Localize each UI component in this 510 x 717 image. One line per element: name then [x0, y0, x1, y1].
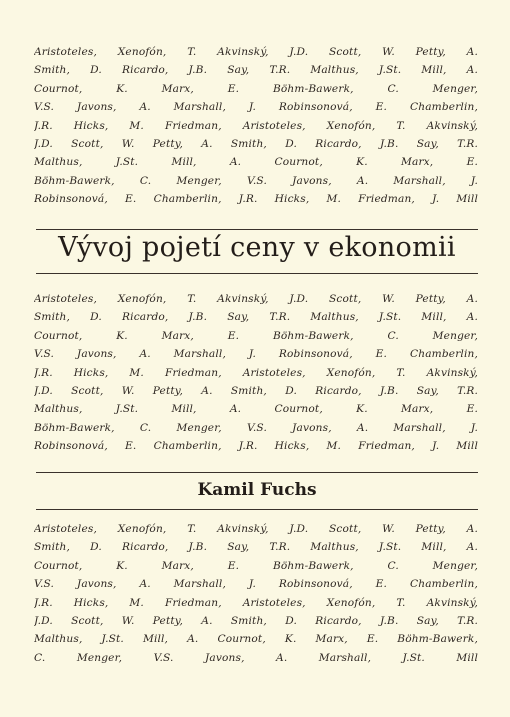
names-line: J.D. Scott, W. Petty, A. Smith, D. Ricardo, J.B. Say, T.R.	[34, 615, 478, 628]
names-line: Cournot, K. Marx, E. Böhm-Bawerk, C. Menger,	[34, 559, 478, 572]
names-line: V.S. Javons, A. Marshall, J. Robinsonová, E. Chamberlin,	[34, 348, 478, 361]
divider-line	[36, 273, 478, 274]
names-line: V.S. Javons, A. Marshall, J. Robinsonová, E. Chamberlin,	[34, 101, 478, 114]
names-line: J.R. Hicks, M. Friedman, Aristoteles, Xenofón, T. Akvinský,	[34, 119, 478, 132]
names-line: C. Menger, V.S. Javons, A. Marshall, J.St. Mill	[34, 651, 478, 664]
names-line: Aristoteles, Xenofón, T. Akvinský, J.D. Scott, W. Petty, A.	[34, 523, 478, 535]
names-line: V.S. Javons, A. Marshall, J. Robinsonová, E. Chamberlin,	[34, 578, 478, 591]
names-line: J.R. Hicks, M. Friedman, Aristoteles, Xenofón, T. Akvinský,	[34, 596, 478, 609]
names-line: J.D. Scott, W. Petty, A. Smith, D. Ricardo, J.B. Say, T.R.	[34, 138, 478, 151]
names-line: Robinsonová, E. Chamberlin, J.R. Hicks, M. Friedman, J. Mill	[34, 440, 478, 453]
names-line: Böhm-Bawerk, C. Menger, V.S. Javons, A. Marshall, J.	[34, 421, 478, 434]
names-line: Smith, D. Ricardo, J.B. Say, T.R. Malthus, J.St. Mill, A.	[34, 64, 478, 77]
divider-line	[36, 509, 478, 510]
names-line: Smith, D. Ricardo, J.B. Say, T.R. Malthus, J.St. Mill, A.	[34, 311, 478, 324]
names-line: J.D. Scott, W. Petty, A. Smith, D. Ricardo, J.B. Say, T.R.	[34, 385, 478, 398]
names-line: Malthus, J.St. Mill, A. Cournot, K. Marx, E. Böhm-Bawerk,	[34, 633, 478, 646]
names-line: J.R. Hicks, M. Friedman, Aristoteles, Xenofón, T. Akvinský,	[34, 366, 478, 379]
divider-line	[36, 229, 478, 230]
names-line: Aristoteles, Xenofón, T. Akvinský, J.D. Scott, W. Petty, A.	[34, 46, 478, 58]
names-line: Aristoteles, Xenofón, T. Akvinský, J.D. Scott, W. Petty, A.	[34, 293, 478, 305]
names-line: Malthus, J.St. Mill, A. Cournot, K. Marx, E.	[34, 156, 478, 169]
economist-names-top	[34, 43, 478, 209]
names-line: Robinsonová, E. Chamberlin, J.R. Hicks, M. Friedman, J. Mill	[34, 193, 478, 206]
economist-names-bottom	[34, 520, 478, 667]
names-line: Cournot, K. Marx, E. Böhm-Bawerk, C. Menger,	[34, 82, 478, 95]
names-line: Malthus, J.St. Mill, A. Cournot, K. Marx, E.	[34, 403, 478, 416]
names-line: Smith, D. Ricardo, J.B. Say, T.R. Malthus, J.St. Mill, A.	[34, 541, 478, 554]
book-title: Vývoj pojetí ceny v ekonomii	[58, 232, 456, 263]
economist-names-middle	[34, 290, 478, 456]
names-line: Böhm-Bawerk, C. Menger, V.S. Javons, A. Marshall, J.	[34, 174, 478, 187]
names-line: Cournot, K. Marx, E. Böhm-Bawerk, C. Menger,	[34, 329, 478, 342]
divider-line	[36, 472, 478, 473]
book-author: Kamil Fuchs	[197, 480, 317, 500]
